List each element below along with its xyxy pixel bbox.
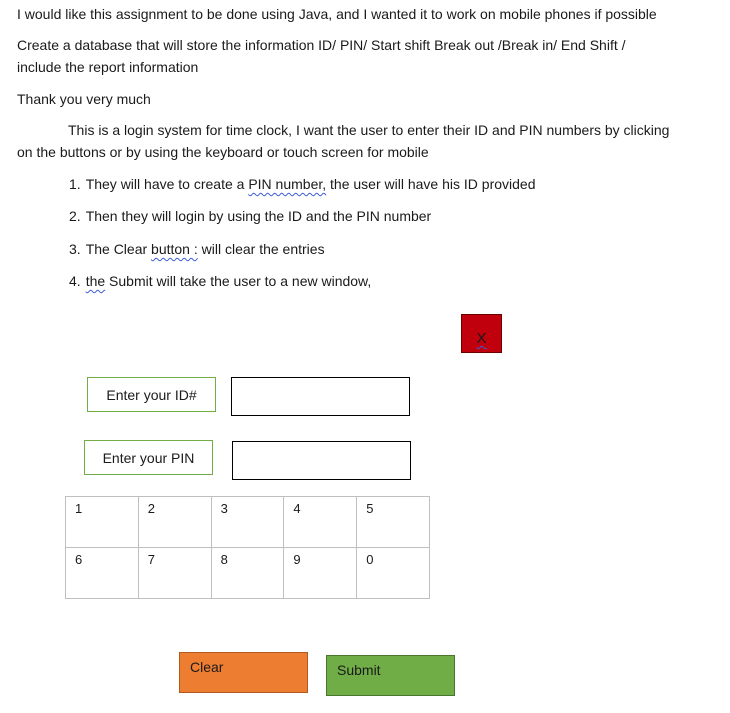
spellcheck-flagged-text: button :	[151, 241, 198, 257]
spellcheck-flagged-text: the	[85, 273, 106, 289]
keypad	[65, 496, 430, 599]
clear-button[interactable]: Clear	[179, 652, 308, 693]
keypad-key-3[interactable]: 3	[211, 497, 284, 548]
list-item	[69, 240, 325, 258]
list-item	[69, 207, 431, 225]
list-item	[69, 175, 535, 193]
keypad-key-4[interactable]: 4	[284, 497, 357, 548]
keypad-key-5[interactable]: 5	[357, 497, 430, 548]
list-text: Submit will take the user to a new window,	[105, 273, 372, 289]
list-item	[69, 272, 371, 290]
paragraph-intro-line2: on the buttons or by using the keyboard or touch screen for mobile	[17, 144, 429, 160]
close-button[interactable]	[461, 314, 502, 353]
keypad-key-7[interactable]: 7	[138, 548, 211, 599]
close-icon: X	[476, 330, 487, 347]
paragraph-intro-line1: This is a login system for time clock, I want the user to enter their ID and PIN numbers by clicking	[68, 122, 670, 138]
list-text: the user will have his ID provided	[326, 176, 536, 192]
pin-input[interactable]	[232, 441, 411, 480]
keypad-key-2[interactable]: 2	[138, 497, 211, 548]
list-number: 1.	[69, 176, 81, 192]
list-text: The Clear	[85, 241, 152, 257]
paragraph-database-line1: Create a database that will store the information ID/ PIN/ Start shift Break out /Break in/ End Shift /	[17, 37, 626, 53]
list-number: 3.	[69, 241, 81, 257]
list-text: They will have to create a	[85, 176, 249, 192]
list-number: 4.	[69, 273, 81, 289]
keypad-key-9[interactable]: 9	[284, 548, 357, 599]
pin-label: Enter your PIN	[84, 440, 213, 475]
submit-button[interactable]: Submit	[326, 655, 455, 696]
paragraph-thanks: Thank you very much	[17, 91, 151, 107]
paragraph-java-request: I would like this assignment to be done using Java, and I wanted it to work on mobile phones if possible	[17, 6, 657, 22]
id-input[interactable]	[231, 377, 410, 416]
paragraph-database-line2: include the report information	[17, 59, 199, 75]
keypad-row	[66, 548, 430, 599]
keypad-row	[66, 497, 430, 548]
list-text: Then they will login by using the ID and the PIN number	[85, 208, 432, 224]
keypad-key-0[interactable]: 0	[357, 548, 430, 599]
keypad-key-6[interactable]: 6	[66, 548, 139, 599]
list-text: will clear the entries	[197, 241, 325, 257]
keypad-key-1[interactable]: 1	[66, 497, 139, 548]
list-number: 2.	[69, 208, 81, 224]
keypad-key-8[interactable]: 8	[211, 548, 284, 599]
id-label: Enter your ID#	[87, 377, 216, 412]
spellcheck-flagged-text: PIN number,	[248, 176, 327, 192]
